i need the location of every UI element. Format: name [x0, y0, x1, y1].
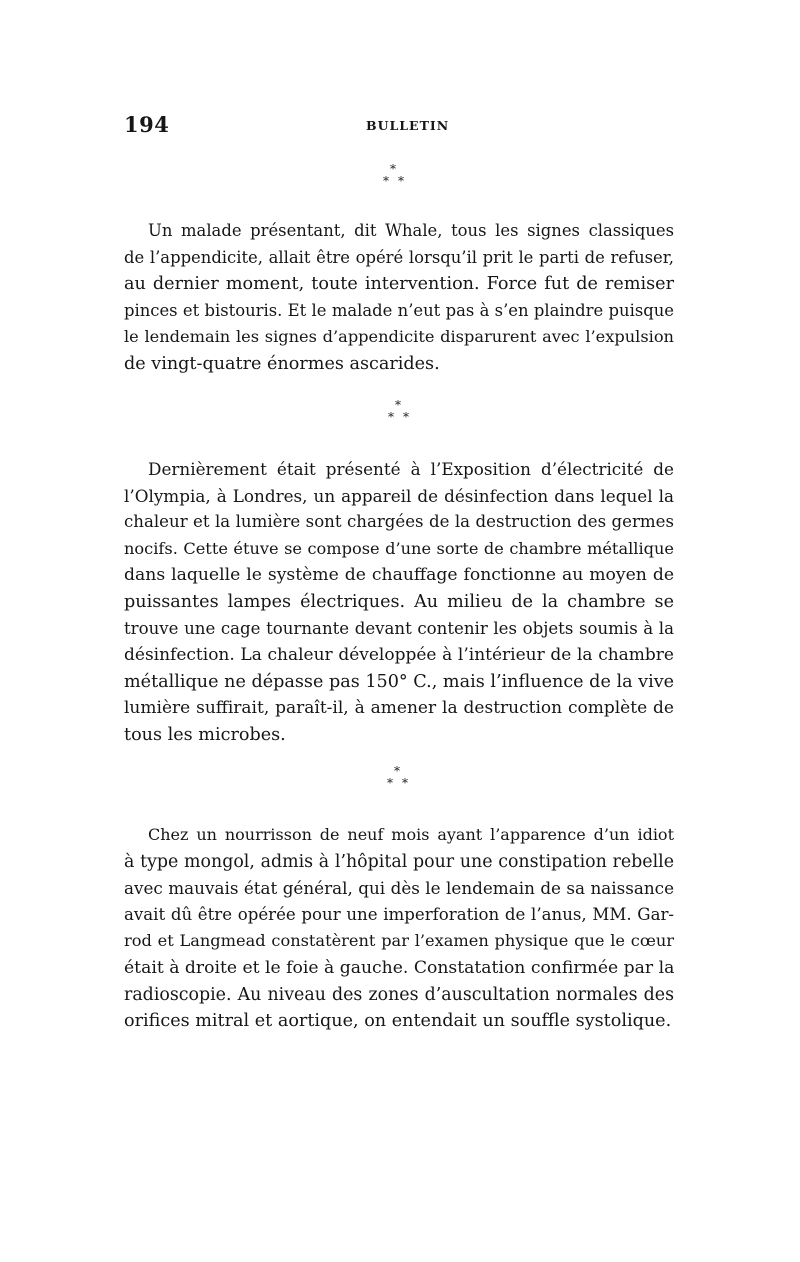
text-line: rod et Langmead constatèrent par l’examen physique que le cœur: [124, 931, 674, 951]
text-line: lumière suffirait, paraît-il, à amener la destruction complète de: [124, 698, 674, 719]
text-line: avec mauvais état général, qui dès le lendemain de sa naissance: [124, 878, 674, 899]
text-line: tous les microbes.: [124, 724, 286, 745]
paragraph: [124, 822, 674, 1035]
text-line: Chez un nourrisson de neuf mois ayant l’apparence d’un idiot: [148, 825, 674, 844]
paragraph: [124, 218, 674, 378]
text-line: radioscopie. Au niveau des zones d’auscultation normales des: [124, 984, 674, 1005]
text-line: désinfection. La chaleur développée à l’intérieur de la chambre: [124, 645, 674, 666]
text-line: de vingt-quatre énormes ascarides.: [124, 353, 440, 374]
text-line: était à droite et le foie à gauche. Constatation confirmée par la: [124, 957, 675, 978]
asterism-separator: [385, 765, 415, 795]
text-line: au dernier moment, toute intervention. Force fut de remiser: [124, 274, 674, 295]
text-line: trouve une cage tournante devant contenir les objets soumis à la: [124, 618, 674, 638]
paragraph: [124, 456, 674, 749]
asterism-star: *: [383, 174, 389, 188]
asterism-star: *: [395, 398, 401, 412]
text-line: de l’appendicite, allait être opéré lorsqu’il prit le parti de refuser,: [124, 247, 674, 267]
asterism-star: *: [394, 764, 400, 778]
text-line: puissantes lampes électriques. Au milieu de la chambre se: [124, 591, 674, 612]
asterism-star: *: [398, 174, 404, 188]
asterism-star: *: [403, 410, 409, 424]
text-line: métallique ne dépasse pas 150° C., mais l’influence de la vive: [124, 671, 675, 692]
text-line: l’Olympia, à Londres, un appareil de désinfection dans lequel la: [124, 485, 674, 506]
page-number: 194: [124, 112, 170, 137]
asterism-star: *: [402, 776, 408, 790]
asterism-separator: [381, 163, 411, 193]
text-line: chaleur et la lumière sont chargées de la destruction des germes: [124, 512, 674, 532]
text-line: orifices mitral et aortique, on entendait un souffle systolique.: [124, 1011, 672, 1032]
page-header: [124, 112, 676, 142]
text-line: à type mongol, admis à l’hôpital pour une constipation rebelle: [124, 851, 674, 872]
asterism-star: *: [390, 162, 396, 176]
text-line: nocifs. Cette étuve se compose d’une sorte de chambre métallique: [124, 538, 674, 558]
text-line: Un malade présentant, dit Whale, tous les signes classiques: [148, 221, 674, 240]
text-line: pinces et bistouris. Et le malade n’eut pas à s’en plaindre puisque: [124, 300, 674, 320]
asterism-separator: [386, 399, 416, 429]
text-line: Dernièrement était présenté à l’Exposition d’électricité de: [148, 459, 674, 479]
text-line: le lendemain les signes d’appendicite disparurent avec l’expulsion: [124, 327, 674, 347]
running-title: BULLETIN: [366, 118, 450, 133]
asterism-star: *: [387, 776, 393, 790]
text-line: avait dû être opérée pour une imperforation de l’anus, MM. Gar-: [124, 904, 674, 924]
text-line: dans laquelle le système de chauffage fonctionne au moyen de: [124, 565, 674, 586]
asterism-star: *: [388, 410, 394, 424]
